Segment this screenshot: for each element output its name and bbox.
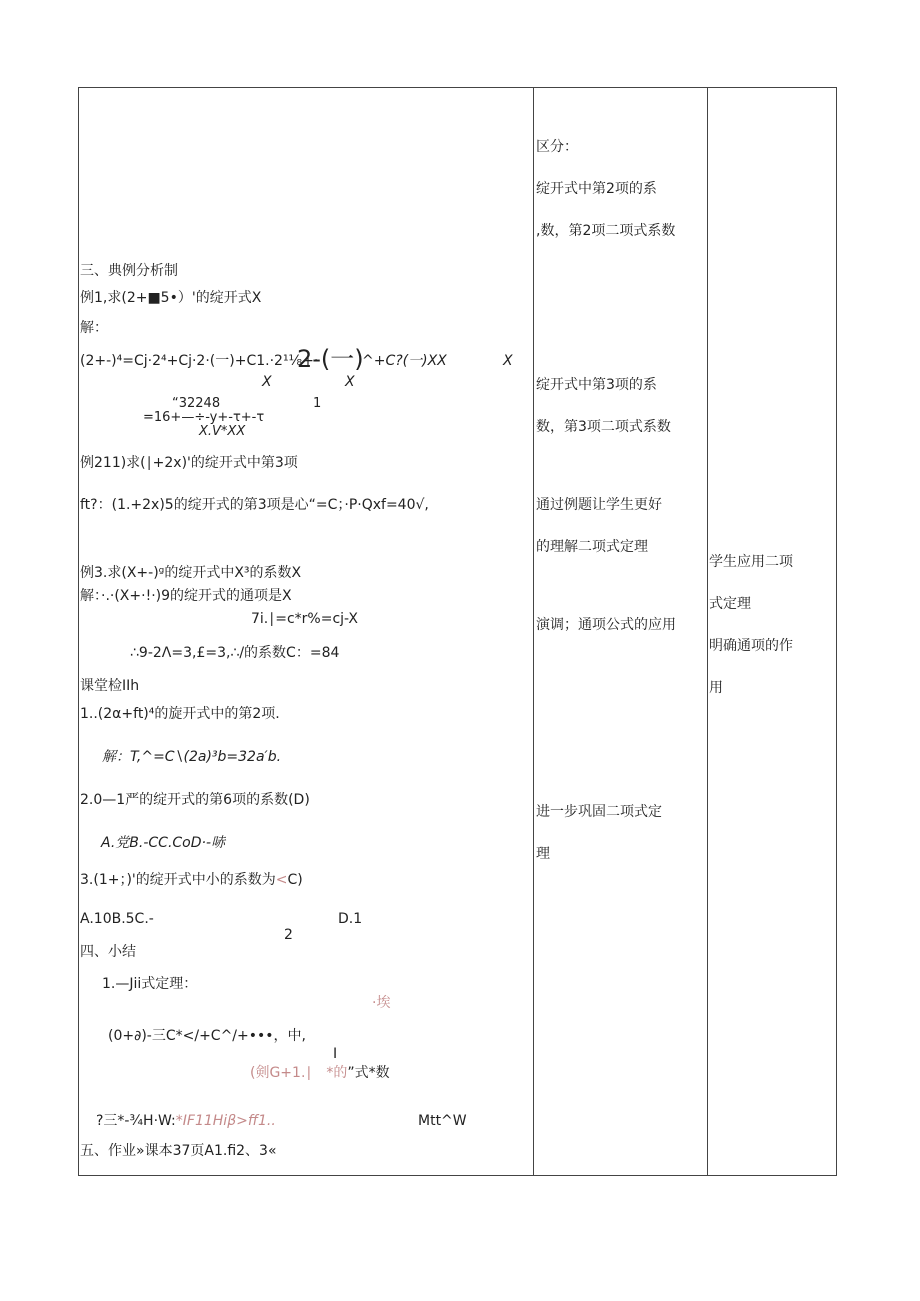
question1: 1..(2α+ft)⁴的旋开式中的第2项.: [80, 706, 280, 722]
question3-text: 3.(1+；)'的绽开式中小的系数为: [80, 872, 276, 888]
summary-line2-pink-mid: *的: [326, 1065, 348, 1081]
summary-line3: [96, 1113, 276, 1129]
student-line-2: 式定理: [709, 596, 751, 612]
example1-title: 例1,求(2+■5•）'的绽开式X: [80, 290, 262, 306]
summary-line3-right: Mtt^W: [418, 1113, 467, 1129]
question1-solution: 解：T,^=C∖(2a)³b=32a′b.: [102, 749, 282, 765]
student-line-1: 学生应用二项: [709, 554, 793, 570]
lesson-table: [78, 87, 837, 1176]
question2: 2.0—1严的绽开式的第6项的系数(D): [80, 792, 310, 808]
intent-line-9: 进一步巩固二项式定: [536, 804, 662, 820]
example1-expansion-big: 2-(一): [297, 345, 364, 373]
example2-title: 例211)求(∣+2x)'的绽开式中第3项: [80, 455, 298, 471]
section5-title: 五、作业»课本37页A1.fi2、3«: [80, 1143, 277, 1159]
intent-line-2: 绽开式中第2项的系: [536, 181, 657, 197]
question2-options: A.党B.-CC.CoD·-哧: [101, 835, 226, 851]
example1-denominator-x1: X: [262, 374, 272, 390]
example1-numerator-one: 1: [313, 396, 322, 411]
section3-title: 三、典例分析制: [80, 263, 178, 279]
column-divider-2: [707, 88, 708, 1175]
question3: [80, 872, 303, 888]
example2-answer: ft?：(1.+2x)5的绽开式的第3项是心“=C；·P·Qxf=40√,: [80, 497, 429, 513]
intent-line-7: 的理解二项式定理: [536, 539, 648, 555]
example3-term: 7i.∣=c*r%=cj-X: [251, 611, 358, 627]
question3-answer: C): [287, 872, 303, 888]
summary-bar: I: [333, 1046, 338, 1062]
example1-expansion-left: (2+-)⁴=Cj·2⁴+Cj·2·(一)+C1.·2¹⅛+·: [80, 353, 319, 369]
intent-line-5: 数，第3项二项式系数: [536, 419, 671, 435]
example1-solution-label: 解：: [80, 320, 108, 336]
question3-options-a: A.10B.5C.-: [80, 911, 154, 927]
intent-line-1: 区分：: [536, 139, 578, 155]
intent-line-8: 演调；通项公式的应用: [536, 617, 676, 633]
example1-denominators: X.V*XX: [199, 424, 246, 439]
example3-conclusion: ∴9-2Λ=3,£=3,∴/的系数C：=84: [130, 645, 340, 661]
summary-line2-black: ”式*数: [347, 1065, 390, 1081]
summary-line2: [250, 1065, 390, 1081]
example1-expansion-x-right: X: [503, 353, 513, 369]
student-line-3: 明确通项的作: [709, 638, 793, 654]
practice-title: 课堂检IIh: [80, 678, 140, 694]
intent-line-6: 通过例题让学生更好: [536, 497, 662, 513]
summary-mark: ·埃: [372, 995, 391, 1011]
summary-line1: 1.—Jii式定理：: [102, 976, 198, 992]
example3-title: 例3.求(X+-)ᵍ的绽开式中X³的系数X: [80, 565, 302, 581]
question3-answer-mark: <: [275, 872, 288, 888]
question3-options-2: 2: [284, 927, 293, 943]
example3-solution: 解：·.·(X+·!·)9的绽开式的通项是X: [80, 588, 292, 604]
intent-line-3: ,数，第2项二项式系数: [536, 223, 676, 239]
intent-line-10: 理: [536, 846, 550, 862]
summary-formula: (0+∂)-三C*</+C^/+•••，中,: [108, 1028, 306, 1044]
summary-line2-pink: (剣G+1.∣: [250, 1065, 313, 1081]
example1-expansion-right: ^+C?(一)XX: [362, 353, 447, 369]
student-line-4: 用: [709, 680, 723, 696]
example1-numerators: “32248: [172, 396, 221, 411]
summary-line3-black: ?三*-¾H·W:: [96, 1113, 176, 1129]
example1-denominator-x2: X: [345, 374, 355, 390]
intent-line-4: 绽开式中第3项的系: [536, 377, 657, 393]
summary-line3-pink: *IF11Hiβ>ff1..: [175, 1113, 276, 1129]
section4-title: 四、小结: [80, 944, 136, 960]
example1-result: =16+—÷-y+-τ+-τ: [143, 410, 265, 425]
column-divider-1: [533, 88, 534, 1175]
question3-options-d: D.1: [338, 911, 363, 927]
